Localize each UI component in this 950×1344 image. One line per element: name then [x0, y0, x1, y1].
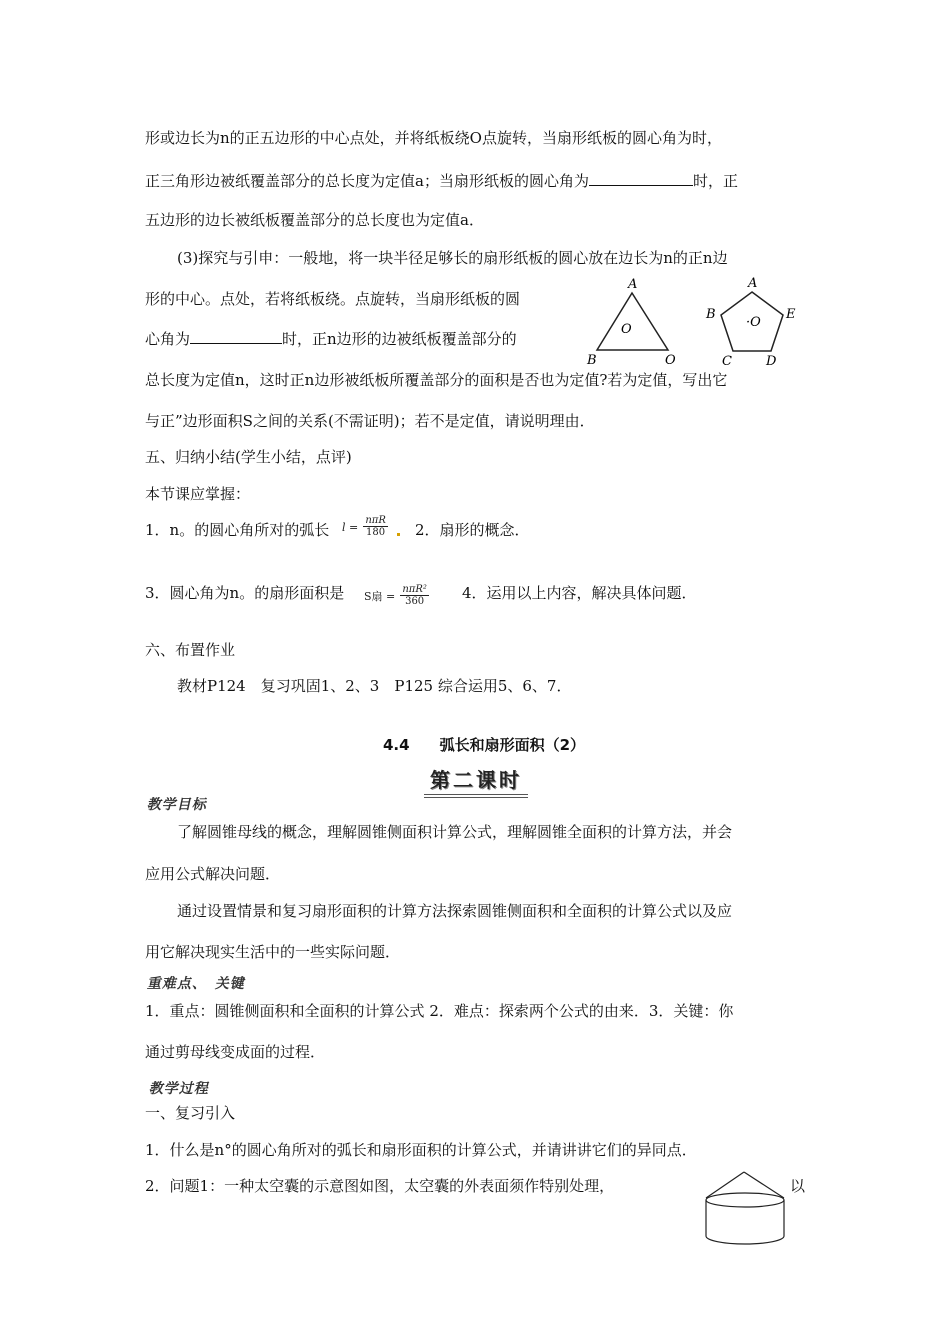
text-segment: 时，正 — [692, 172, 738, 190]
numerator: nπR² — [402, 584, 427, 595]
cylinder-bottom-arc — [706, 1236, 784, 1244]
label-e: E — [786, 307, 796, 322]
triangle-shape — [597, 293, 668, 350]
label-o-center: ·O — [746, 315, 761, 330]
triangle-figure — [585, 276, 685, 371]
cylinder-top-ellipse — [706, 1193, 784, 1207]
label-b: B — [706, 307, 716, 322]
lesson-banner: 第二课时 — [424, 764, 528, 798]
text-line: 1．n。的圆心角所对的弧长 — [145, 521, 330, 539]
text-line: 教材P124 复习巩固1、2、3 P125 综合运用5、6、7． — [177, 677, 572, 695]
text-line: 2．扇形的概念． — [415, 521, 530, 539]
label-b: B — [587, 353, 597, 368]
heading-teaching-process: 教学过程 — [148, 1081, 212, 1097]
text-line: 以 — [790, 1177, 806, 1195]
section-heading: 六、布置作业 — [145, 641, 236, 659]
text-line: 2．问题1：一种太空囊的示意图如图，太空囊的外表面须作特别处理， — [145, 1177, 615, 1195]
label-o-center: O — [621, 322, 632, 337]
denominator: 180 — [366, 527, 386, 538]
text-line: 4．运用以上内容，解决具体问题． — [462, 584, 697, 602]
text-line: 3．圆心角为n。的扇形面积是 — [145, 584, 345, 602]
formula-lhs: l = — [342, 521, 359, 534]
denominator: 360 — [405, 596, 425, 607]
arc-length-formula — [342, 515, 388, 538]
text-line: 1．什么是n°的圆心角所对的弧长和扇形面积的计算公式，并请讲讲它们的异同点． — [145, 1141, 697, 1159]
text-line: 通过设置情景和复习扇形面积的计算方法探索圆锥侧面积和全面积的计算公式以及应 — [177, 902, 733, 920]
text-line: 1．重点：圆锥侧面积和全面积的计算公式 2．难点：探索两个公式的由来．3．关键：你 — [145, 1002, 734, 1020]
text-line: 通过剪母线变成面的过程． — [145, 1043, 326, 1061]
fraction — [400, 584, 429, 607]
text-line: 与正”边形面积S之间的关系(不需证明)；若不是定值，请说明理由． — [145, 412, 595, 430]
label-a: A — [748, 276, 758, 291]
heading-teaching-goals: 教学目标 — [146, 797, 210, 813]
text-line: 总长度为定值n，这时正n边形被纸板所覆盖部分的面积是否也为定值?若为定值，写出它 — [145, 371, 728, 389]
fill-in-blank — [190, 329, 282, 344]
text-segment: 时，正n边形的边被纸板覆盖部分的 — [282, 330, 517, 348]
label-c: C — [722, 354, 732, 369]
bullet-dot — [397, 533, 400, 536]
section-heading: 五、归纳小结(学生小结，点评) — [145, 448, 352, 466]
text-line: (3)探究与引申：一般地，将一块半径足够长的扇形纸板的圆心放在边长为n的正n边 — [177, 249, 728, 267]
pentagon-figure — [700, 276, 805, 371]
space-capsule-figure — [700, 1168, 790, 1248]
text-segment: 心角为 — [145, 330, 191, 348]
text-line — [145, 171, 738, 191]
label-o-vertex: O — [665, 353, 676, 368]
heading-key-points: 重难点、 关键 — [146, 976, 248, 992]
section-heading: 一、复习引入 — [145, 1104, 236, 1122]
text-line: 应用公式解决问题． — [145, 865, 281, 883]
lesson-title: 4.4 弧长和扇形面积（2） — [383, 736, 586, 754]
text-line: 用它解决现实生活中的一些实际问题． — [145, 943, 401, 961]
fraction — [363, 515, 388, 538]
text-line: 形或边长为n的正五边形的中心点处，并将纸板绕O点旋转，当扇形纸板的圆心角为时， — [145, 129, 722, 147]
text-line — [145, 329, 517, 349]
label-d: D — [766, 354, 777, 369]
text-line: 了解圆锥母线的概念，理解圆锥侧面积计算公式，理解圆锥全面积的计算方法，并会 — [177, 823, 733, 841]
formula-lhs: S扇 = — [364, 590, 396, 603]
text-line: 形的中心。点处，若将纸板绕。点旋转，当扇形纸板的圆 — [145, 290, 521, 308]
label-a: A — [628, 277, 638, 292]
numerator: nπR — [365, 515, 386, 526]
text-line: 本节课应掌握： — [145, 485, 251, 503]
text-line: 五边形的边长被纸板覆盖部分的总长度也为定值a． — [145, 211, 484, 229]
sector-area-formula — [364, 584, 429, 607]
text-segment: 正三角形边被纸覆盖部分的总长度为定值a；当扇形纸板的圆心角为 — [145, 172, 589, 190]
fill-in-blank — [589, 171, 693, 186]
